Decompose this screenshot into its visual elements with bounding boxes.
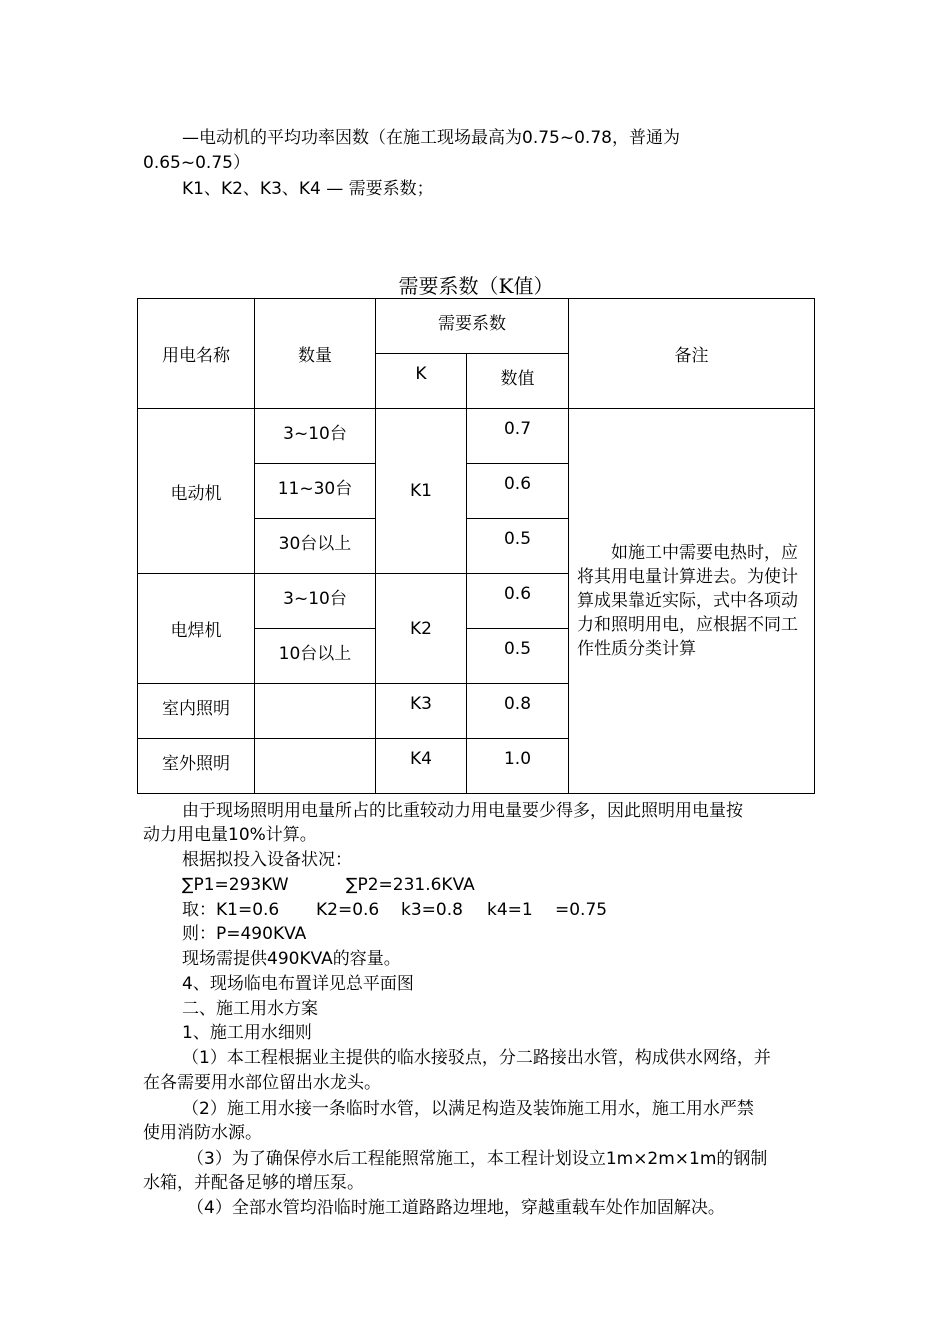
row-welder-qty-1: 3~10台 [255, 574, 376, 629]
header-k: K [376, 354, 467, 409]
row-motor-qty-2: 11~30台 [255, 464, 376, 519]
row-indoor-qty [255, 684, 376, 739]
header-value: 数值 [467, 354, 569, 409]
intro-line-2: 0.65~0.75） [143, 153, 250, 173]
header-coefficient: 需要系数 [376, 299, 569, 354]
formula-take-k1: 取：K1=0.6 [182, 900, 280, 920]
paragraph-water-1a: （1）本工程根据业主提供的临水接驳点，分二路接出水管，构成供水网络，并 [182, 1048, 771, 1068]
row-motor-value-3: 0.5 [467, 519, 569, 574]
row-welder-qty-2: 10台以上 [255, 629, 376, 684]
paragraph-water-2a: （2）施工用水接一条临时水管，以满足构造及装饰施工用水，施工用水严禁 [182, 1099, 754, 1119]
paragraph-water-2b: 使用消防水源。 [143, 1123, 262, 1143]
row-outdoor-value: 1.0 [467, 739, 569, 794]
paragraph-equipment: 根据拟投入设备状况： [182, 850, 352, 870]
paragraph-lighting-2: 动力用电量10%计算。 [143, 825, 317, 845]
row-motor-value-1: 0.7 [467, 409, 569, 464]
header-quantity: 数量 [255, 299, 376, 409]
row-outdoor-qty [255, 739, 376, 794]
row-indoor-name: 室内照明 [138, 684, 255, 739]
row-motor-qty-1: 3~10台 [255, 409, 376, 464]
header-name: 用电名称 [138, 299, 255, 409]
row-indoor-value: 0.8 [467, 684, 569, 739]
row-motor-value-2: 0.6 [467, 464, 569, 519]
row-indoor-k: K3 [376, 684, 467, 739]
formula-take-k3: k3=0.8 [401, 900, 463, 920]
paragraph-water-3a: （3）为了确保停水后工程能照常施工，本工程计划设立1m×2m×1m的钢制 [187, 1149, 768, 1169]
formula-take-cos: =0.75 [555, 900, 608, 920]
row-motor-name: 电动机 [138, 409, 255, 574]
paragraph-water-1b: 在各需要用水部位留出水龙头。 [143, 1073, 381, 1093]
row-motor-k: K1 [376, 409, 467, 574]
table-caption: 需要系数（K值） [398, 274, 554, 298]
formula-take-k2: K2=0.6 [316, 900, 380, 920]
header-remark: 备注 [569, 299, 815, 409]
formula-p2: ∑P2=231.6KVA [346, 875, 475, 895]
row-welder-name: 电焊机 [138, 574, 255, 684]
subsection-heading-water-rules: 1、施工用水细则 [182, 1023, 312, 1043]
intro-line-3: K1、K2、K3、K4 — 需要系数； [182, 179, 434, 199]
row-welder-k: K2 [376, 574, 467, 684]
row-motor-qty-3: 30台以上 [255, 519, 376, 574]
row-welder-value-1: 0.6 [467, 574, 569, 629]
formula-take-k4: k4=1 [487, 900, 533, 920]
formula-p1: ∑P1=293KW [182, 875, 289, 895]
demand-coefficient-table [137, 298, 815, 794]
formula-result: 则：P=490KVA [182, 924, 307, 944]
intro-line-1: —电动机的平均功率因数（在施工现场最高为0.75~0.78，普通为 [182, 128, 680, 148]
remark-note: 如施工中需要电热时，应将其用电量计算进去。为使计算成果靠近实际，式中各项动力和照明用电，应根据不同工作性质分类计算 [569, 409, 815, 794]
paragraph-layout: 4、现场临电布置详见总平面图 [182, 974, 414, 994]
row-outdoor-k: K4 [376, 739, 467, 794]
row-outdoor-name: 室外照明 [138, 739, 255, 794]
paragraph-capacity: 现场需提供490KVA的容量。 [182, 949, 401, 969]
row-welder-value-2: 0.5 [467, 629, 569, 684]
section-heading-water: 二、施工用水方案 [182, 999, 318, 1019]
paragraph-water-4: （4）全部水管均沿临时施工道路路边埋地，穿越重载车处作加固解决。 [187, 1198, 725, 1218]
paragraph-water-3b: 水箱，并配备足够的增压泵。 [143, 1173, 364, 1193]
paragraph-lighting-1: 由于现场照明用电量所占的比重较动力用电量要少得多，因此照明用电量按 [182, 801, 743, 821]
